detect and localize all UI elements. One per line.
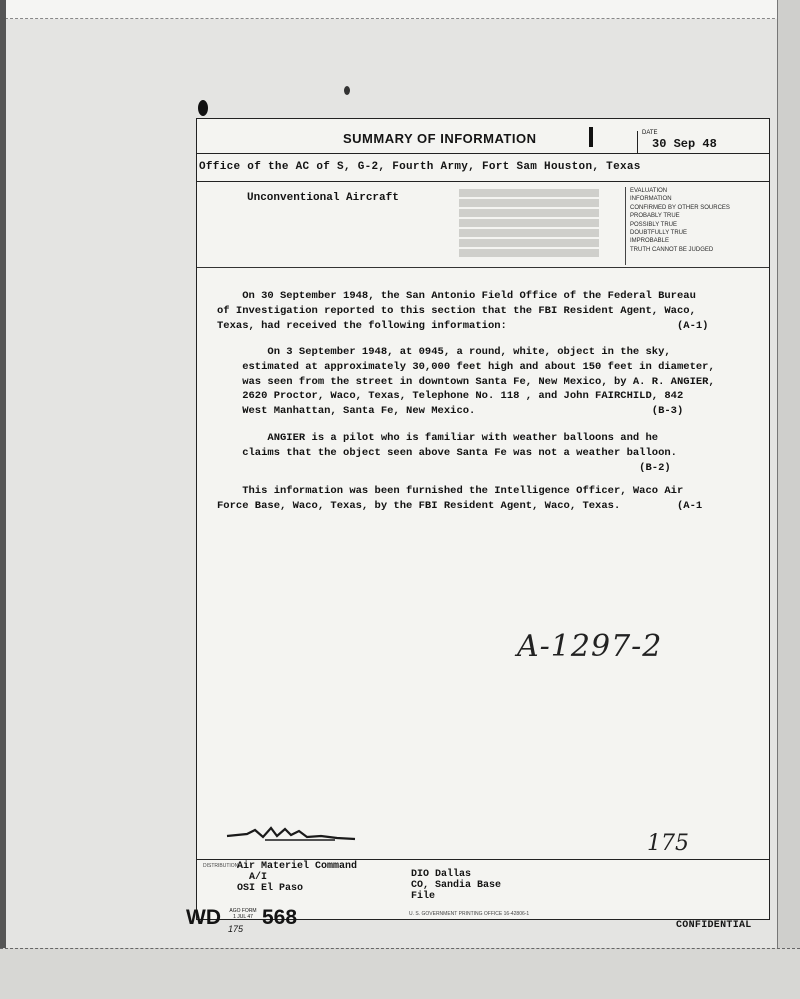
- body-paragraph-1: On 30 September 1948, the San Antonio Field Office of the Federal Bureau of Investigation reported to this section that the FBI Resident Agent, Waco, Texas, had received the following information: (A-1): [217, 290, 709, 332]
- subject: Unconventional Aircraft: [247, 192, 399, 204]
- signature: [225, 824, 365, 844]
- ink-speck: [344, 86, 350, 95]
- form-handwritten-note: 175: [228, 924, 244, 934]
- scan-bottom-strip: [0, 948, 800, 999]
- distribution-label: DISTRIBUTION: [203, 863, 239, 869]
- distribution-left: Air Materiel Command A/I OSI El Paso: [237, 861, 358, 894]
- evaluation-line: TRUTH CANNOT BE JUDGED: [630, 246, 714, 253]
- header-rule: [197, 153, 769, 154]
- office-rule: [197, 181, 769, 182]
- evaluation-box: [625, 187, 774, 265]
- form-number: 568: [262, 906, 298, 929]
- form-code: WD: [186, 906, 221, 929]
- date-label: DATE: [642, 130, 658, 136]
- evaluation-line: PROBABLY TRUE: [630, 213, 680, 220]
- evaluation-line: POSSIBLY TRUE: [630, 221, 678, 228]
- handwritten-ref-number: A-1297-2: [517, 629, 663, 664]
- distribution-rule: [197, 859, 769, 860]
- evaluation-line: INFORMATION: [630, 196, 672, 203]
- ink-mark: [589, 127, 593, 147]
- form-title: SUMMARY OF INFORMATION: [343, 131, 537, 146]
- form-small-print: AGO FORM 1 JUL 47: [229, 908, 257, 920]
- date-value: 30 Sep 48: [652, 137, 717, 151]
- body-paragraph-3: ANGIER is a pilot who is familiar with weather balloons and he claims that the object seen above Santa Fe was not a weather balloon. (B-2): [242, 432, 677, 474]
- evaluation-rule: [197, 267, 769, 268]
- classification-marking: CONFIDENTIAL: [676, 920, 752, 931]
- faded-evaluation-column: [459, 189, 599, 263]
- scan-right-edge: [777, 0, 800, 998]
- office-line: Office of the AC of S, G-2, Fourth Army, Fort Sam Houston, Texas: [199, 161, 641, 173]
- evaluation-line: EVALUATION: [630, 188, 668, 194]
- handwritten-note: 175: [647, 831, 689, 856]
- body-paragraph-4: This information was been furnished the Intelligence Officer, Waco Air Force Base, Waco, Texas, by the FBI Resident Agent, Waco, Texas. (A-1: [217, 485, 703, 512]
- printer-note: U. S. GOVERNMENT PRINTING OFFICE 16-42806-1: [409, 911, 530, 917]
- evaluation-line: CONFIRMED BY OTHER SOURCES: [630, 204, 730, 211]
- evaluation-line: DOUBTFULLY TRUE: [630, 230, 688, 237]
- scan-top-strip: [0, 0, 800, 19]
- evaluation-line: IMPROBABLE: [630, 238, 670, 245]
- summary-form: [196, 118, 770, 920]
- date-box: [637, 131, 768, 153]
- punch-hole: [198, 100, 208, 116]
- body-paragraph-2: On 3 September 1948, at 0945, a round, white, object in the sky, estimated at approximately 30,000 feet high and about 150 feet in diameter, was seen from the street in downtown Santa Fe, New Mexico, by A. R. ANGIER, 2620 Proctor, Waco, Texas, Telephone No. 118 , and John FAIRCHILD, 842 West Manhattan, Santa Fe, New Mexico. (B-3): [242, 346, 715, 418]
- distribution-right: DIO Dallas CO, Sandia Base File: [411, 869, 502, 902]
- scan-left-edge: [0, 0, 6, 998]
